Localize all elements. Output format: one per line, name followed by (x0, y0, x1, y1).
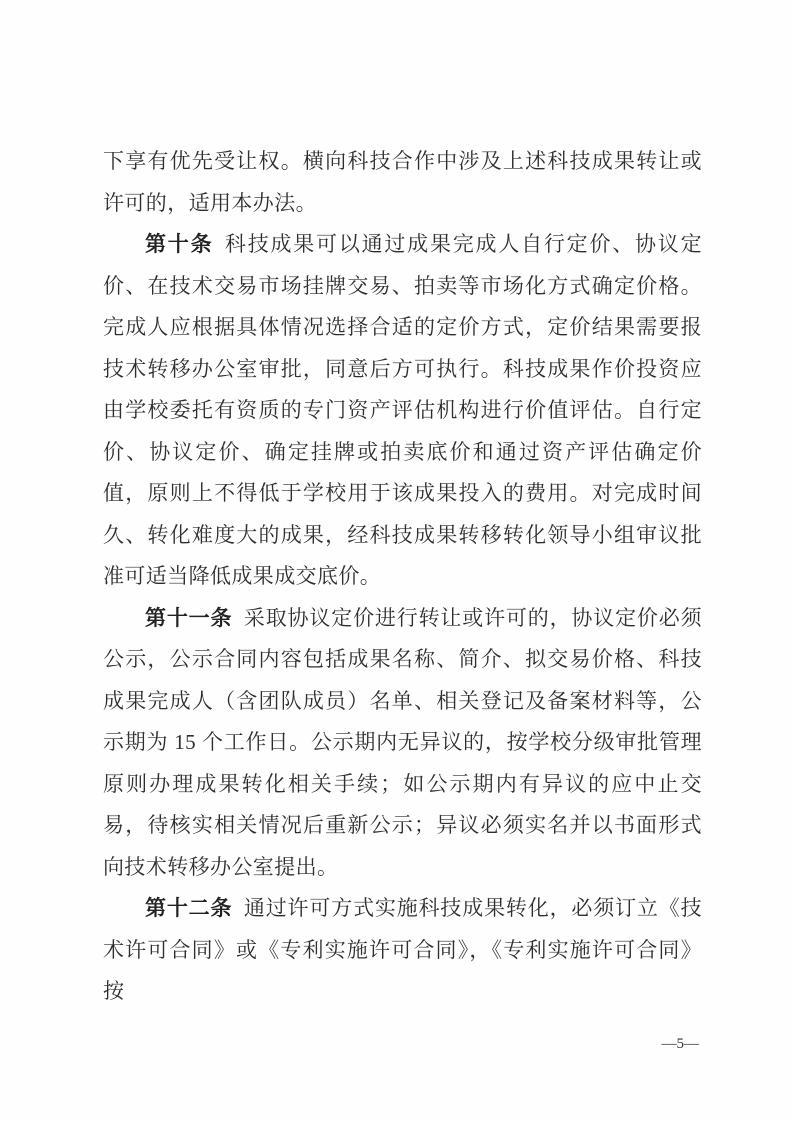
text-run: 采取协议定价进行转让或许可的，协议定价必须公示，公示合同内容包括成果名称、简介、拟交易价格、科技成果完成人（含团队成员）名单、相关登记及备案材料等，公示期为 15 个工作日。公示期内无异议的，按学校分级审批管理原则办理成果转化相关手续；如公示期内有异议的应中止交易，待核实相关情况后重新公示；异议必须实名并以书面形式向技术转移办公室提出。 (103, 605, 702, 879)
paragraph (103, 224, 702, 598)
text-run: 通过许可方式实施科技成果转化，必须订立《技术许可合同》或《专利实施许可合同》，《专利实施许可合同》按 (103, 896, 702, 1003)
paragraph (103, 888, 702, 1013)
document-body (103, 141, 702, 1013)
paragraph (103, 598, 702, 889)
article-number: 第十条 (145, 233, 214, 256)
paragraph (103, 141, 702, 224)
page-number: —5— (661, 1036, 699, 1052)
text-run: 下享有优先受让权。横向科技合作中涉及上述科技成果转让或许可的，适用本办法。 (103, 149, 702, 215)
article-number: 第十二条 (145, 897, 233, 920)
article-number: 第十一条 (145, 606, 233, 630)
text-run: 科技成果可以通过成果完成人自行定价、协议定价、在技术交易市场挂牌交易、拍卖等市场化方式确定价格。完成人应根据具体情况选择合适的定价方式，定价结果需要报技术转移办公室审批，同意后方可执行。科技成果作价投资应由学校委托有资质的专门资产评估机构进行价值评估。自行定价、协议定价、确定挂牌或拍卖底价和通过资产评估确定价值，原则上不得低于学校用于该成果投入的费用。对完成时间久、转化难度大的成果，经科技成果转移转化领导小组审议批准可适当降低成果成交底价。 (103, 232, 702, 588)
